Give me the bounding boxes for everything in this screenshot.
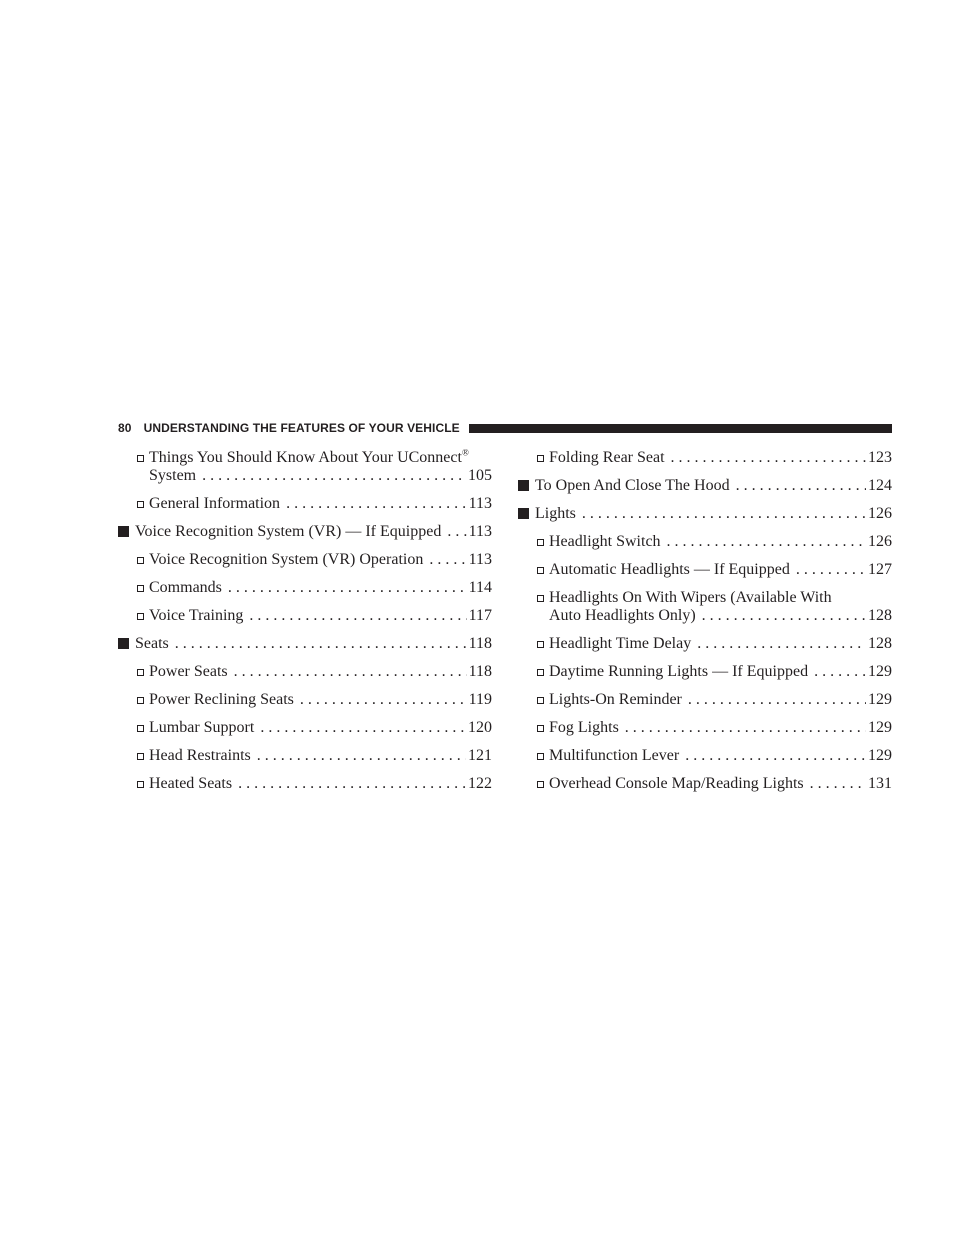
toc-entry-text: Lights — [535, 505, 576, 522]
leader-dots — [671, 449, 866, 467]
hollow-square-bullet-icon — [537, 719, 544, 737]
toc-entry-text: Lumbar Support — [149, 719, 255, 736]
toc-page-number: 114 — [468, 579, 492, 596]
leader-dots — [810, 775, 866, 793]
toc-page-number: 118 — [468, 635, 492, 652]
toc-page-number: 124 — [868, 477, 892, 494]
hollow-square-bullet-icon — [537, 747, 544, 765]
toc-entry[interactable] — [518, 747, 892, 765]
page-number: 80 — [118, 421, 132, 435]
toc-page-number: 118 — [468, 663, 492, 680]
hollow-square-bullet-icon — [137, 607, 144, 625]
toc-page-number: 121 — [468, 747, 492, 764]
toc-page-number: 117 — [468, 607, 492, 624]
toc-entry-text: Overhead Console Map/Reading Lights — [549, 775, 804, 792]
toc-page-number: 128 — [868, 635, 892, 652]
toc-entry[interactable] — [118, 775, 492, 793]
toc-entry-text: Commands — [149, 579, 222, 596]
leader-dots — [260, 719, 466, 737]
toc-entry[interactable] — [118, 719, 492, 737]
leader-dots — [238, 775, 466, 793]
toc-page-number: 129 — [868, 719, 892, 736]
toc-entry[interactable] — [518, 505, 892, 523]
toc-page-number: 128 — [868, 607, 892, 624]
toc-entry-text-line2: Auto Headlights Only) — [549, 607, 696, 624]
leader-dots — [447, 523, 466, 541]
leader-dots — [228, 579, 467, 597]
toc-entry-text: Voice Training — [149, 607, 244, 624]
hollow-square-bullet-icon — [537, 663, 544, 681]
toc-entry-text: Multifunction Lever — [549, 747, 680, 764]
toc-entry[interactable] — [518, 775, 892, 793]
toc-page-number: 127 — [868, 561, 892, 578]
toc-page-number: 122 — [468, 775, 492, 792]
toc-entry[interactable] — [518, 635, 892, 653]
leader-dots — [697, 635, 866, 653]
toc-page-number: 123 — [868, 449, 892, 466]
hollow-square-bullet-icon — [137, 495, 144, 513]
leader-dots — [175, 635, 467, 653]
hollow-square-bullet-icon — [137, 691, 144, 709]
leader-dots — [625, 719, 866, 737]
hollow-square-bullet-icon — [537, 561, 544, 579]
section-title: UNDERSTANDING THE FEATURES OF YOUR VEHICLE — [143, 421, 460, 435]
leader-dots — [688, 691, 866, 709]
leader-dots — [286, 495, 467, 513]
hollow-square-bullet-icon — [537, 775, 544, 793]
toc-entry-text: Headlight Time Delay — [549, 635, 692, 652]
toc-entry-text: Lights-On Reminder — [549, 691, 682, 708]
toc-left-column — [118, 449, 492, 803]
hollow-square-bullet-icon — [137, 449, 144, 467]
leader-dots — [814, 663, 866, 681]
header-rule — [469, 424, 892, 433]
solid-square-bullet-icon — [118, 523, 129, 542]
hollow-square-bullet-icon — [137, 663, 144, 681]
hollow-square-bullet-icon — [537, 449, 544, 467]
leader-dots — [702, 607, 866, 625]
toc-entry-text: Fog Lights — [549, 719, 619, 736]
toc-page-number: 119 — [468, 691, 492, 708]
toc-page-number: 113 — [468, 523, 492, 540]
leader-dots — [257, 747, 466, 765]
toc-entry-text: Heated Seats — [149, 775, 233, 792]
hollow-square-bullet-icon — [137, 719, 144, 737]
toc-page-number: 105 — [468, 467, 492, 484]
toc-page-number: 129 — [868, 663, 892, 680]
toc-page-number: 129 — [868, 691, 892, 708]
toc-right-column — [518, 449, 892, 803]
leader-dots — [249, 607, 466, 625]
toc-entry[interactable] — [118, 495, 492, 513]
leader-dots — [429, 551, 466, 569]
leader-dots — [736, 477, 866, 495]
toc-entry-text-line1: Things You Should Know About Your UConnect — [149, 449, 462, 466]
toc-entry-text: Voice Recognition System (VR) — If Equipped — [135, 523, 442, 540]
toc-page-number: 129 — [868, 747, 892, 764]
toc-entry[interactable] — [518, 449, 892, 467]
toc-entry-text-line2: System — [149, 467, 197, 484]
leader-dots — [234, 663, 467, 681]
toc-entry-text: Automatic Headlights — If Equipped — [549, 561, 790, 578]
toc-entry[interactable] — [518, 477, 892, 495]
hollow-square-bullet-icon — [537, 691, 544, 709]
toc-entry[interactable] — [118, 607, 492, 625]
solid-square-bullet-icon — [518, 477, 529, 496]
toc-entry[interactable] — [518, 691, 892, 709]
toc-entry-text-line1: Headlights On With Wipers (Available With — [549, 589, 832, 606]
toc-entry[interactable] — [118, 551, 492, 569]
hollow-square-bullet-icon — [537, 533, 544, 551]
toc-page-number: 126 — [868, 533, 892, 550]
toc-entry[interactable] — [518, 663, 892, 681]
toc-entry-text: Folding Rear Seat — [549, 449, 665, 466]
leader-dots — [685, 747, 866, 765]
toc-entry[interactable] — [518, 719, 892, 737]
toc-page-number: 126 — [868, 505, 892, 522]
hollow-square-bullet-icon — [137, 775, 144, 793]
toc-page-number: 113 — [468, 551, 492, 568]
hollow-square-bullet-icon — [137, 551, 144, 569]
toc-entry-text: Headlight Switch — [549, 533, 661, 550]
leader-dots — [300, 691, 467, 709]
toc-entry[interactable] — [118, 691, 492, 709]
toc-page-number: 120 — [468, 719, 492, 736]
leader-dots — [796, 561, 866, 579]
toc-entry[interactable] — [518, 561, 892, 579]
toc-entry[interactable] — [518, 533, 892, 551]
solid-square-bullet-icon — [118, 635, 129, 654]
hollow-square-bullet-icon — [537, 635, 544, 653]
solid-square-bullet-icon — [518, 505, 529, 524]
hollow-square-bullet-icon — [537, 589, 544, 607]
toc-entry-text: Power Reclining Seats — [149, 691, 294, 708]
toc-entry[interactable] — [118, 635, 492, 653]
toc-entry[interactable] — [118, 523, 492, 541]
registered-mark: ® — [461, 447, 469, 458]
toc-entry-uconnect[interactable] — [118, 449, 492, 485]
toc-entry-text: Seats — [135, 635, 169, 652]
toc-entry[interactable] — [118, 747, 492, 765]
toc-entry-text: Daytime Running Lights — If Equipped — [549, 663, 809, 680]
page-header — [118, 419, 892, 437]
hollow-square-bullet-icon — [137, 747, 144, 765]
leader-dots — [202, 467, 466, 485]
toc-entry-text: General Information — [149, 495, 281, 512]
toc-entry-text: Head Restraints — [149, 747, 251, 764]
hollow-square-bullet-icon — [137, 579, 144, 597]
toc-entry-text: Voice Recognition System (VR) Operation — [149, 551, 424, 568]
toc-entry-headlights-wipers[interactable] — [518, 589, 892, 625]
toc-page-number: 113 — [468, 495, 492, 512]
leader-dots — [667, 533, 866, 551]
leader-dots — [582, 505, 866, 523]
toc-entry-text: To Open And Close The Hood — [535, 477, 730, 494]
toc-entry[interactable] — [118, 663, 492, 681]
toc-entry-text: Power Seats — [149, 663, 228, 680]
toc-page-number: 131 — [868, 775, 892, 792]
toc-entry[interactable] — [118, 579, 492, 597]
